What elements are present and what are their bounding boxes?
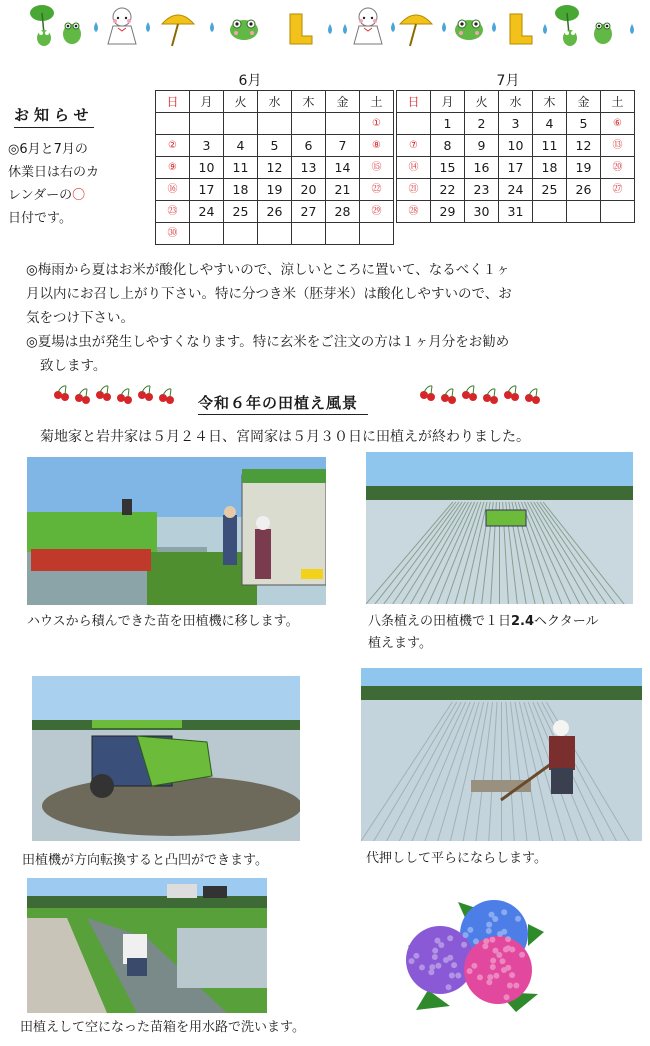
calendar-weekday: 月 [431, 91, 465, 113]
cherry-icon [462, 391, 470, 399]
cherry-icon [441, 394, 449, 402]
raindrop-icon [328, 24, 332, 34]
calendar-holiday: ⑨ [156, 157, 190, 179]
cherry-icon [145, 393, 153, 401]
cherry-icon [103, 393, 111, 401]
calendar-holiday: ㉑ [397, 179, 431, 201]
calendar-day: 18 [224, 179, 258, 201]
calendar-holiday: ⑦ [397, 135, 431, 157]
raindrop-icon [210, 22, 214, 32]
calendar-weekday: 日 [397, 91, 431, 113]
calendar-day: 22 [431, 179, 465, 201]
calendar-day: 10 [190, 157, 224, 179]
calendar-day [567, 201, 601, 223]
calendar-day [326, 223, 360, 245]
hydrangea-floret [413, 953, 419, 959]
paragraph-line: ◎夏場は虫が発生しやすくなります。特に玄米をご注文の方は１ヶ月分をお勧め [26, 334, 510, 350]
calendar-day [258, 223, 292, 245]
cherry-icon [483, 394, 491, 402]
red-circle-mark: 〇 [72, 188, 86, 203]
hydrangea-floret [473, 938, 479, 944]
calendar-holiday: ㉚ [156, 223, 190, 245]
hydrangea-floret [429, 964, 435, 970]
calendar-day [292, 113, 326, 135]
calendar-weekday: 月 [190, 91, 224, 113]
calendar-day [601, 201, 635, 223]
calendar-day [190, 223, 224, 245]
rainy-season-border [0, 0, 650, 60]
calendar-holiday: ⑬ [601, 135, 635, 157]
frog-icon [455, 20, 483, 40]
calendar-holiday: ⑳ [601, 157, 635, 179]
notice-line: ◎6月と7月の [8, 142, 88, 157]
calendar-weekday: 金 [326, 91, 360, 113]
calendar-day: 21 [326, 179, 360, 201]
calendar-day: 25 [224, 201, 258, 223]
caption-seedling-transfer: ハウスから積んできた苗を田植機に移します。 [27, 614, 299, 629]
cherry-icon [166, 396, 174, 404]
cherry-icon [82, 396, 90, 404]
calendar-day [360, 223, 394, 245]
cherry-icon [469, 393, 477, 401]
june-calendar [155, 90, 394, 245]
calendar-day: 19 [258, 179, 292, 201]
calendar-day: 12 [258, 157, 292, 179]
calendar-day: 5 [567, 113, 601, 135]
cherry-decoration-left [52, 384, 182, 406]
notice-text [8, 138, 138, 230]
calendar-day: 3 [499, 113, 533, 135]
hydrangea-floret [435, 963, 441, 969]
hydrangea-floret [509, 972, 515, 978]
hydrangea-floret [446, 984, 452, 990]
cherry-icon [511, 393, 519, 401]
raindrop-icon [94, 22, 98, 32]
calendar-day: 5 [258, 135, 292, 157]
hydrangea-floret [455, 972, 461, 978]
hydrangea-floret [477, 974, 483, 980]
hydrangea-floret [507, 982, 513, 988]
hydrangea-floret [419, 964, 425, 970]
notice-line: 日付です。 [8, 211, 72, 226]
photo-leveling [361, 668, 642, 841]
hydrangea-floret [505, 945, 511, 951]
frog-umbrella-icon [555, 5, 579, 46]
cherry-icon [504, 391, 512, 399]
paragraph-line: 月以内にお召し上がり下さい。特に分つき米（胚芽米）は酸化しやすいので、お [26, 286, 512, 302]
calendar-weekday: 日 [156, 91, 190, 113]
calendar-holiday: ㉙ [360, 201, 394, 223]
calendar-day [224, 113, 258, 135]
calendar-day: 11 [224, 157, 258, 179]
caption-eight-row-planter: 八条植えの田植機で１日2.4ヘクタール 植えます。 [368, 614, 599, 651]
cherry-icon [448, 396, 456, 404]
hydrangea-floret [449, 972, 455, 978]
calendar-day: 14 [326, 157, 360, 179]
hydrangea-floret [482, 943, 488, 949]
frog-icon [230, 20, 258, 40]
calendar-day: 1 [431, 113, 465, 135]
teru-teru-bozu-icon [108, 8, 136, 44]
calendar-day: 15 [431, 157, 465, 179]
paragraph-line: 気をつけ下さい。 [26, 310, 134, 326]
calendar-day [533, 201, 567, 223]
june-calendar-title: 6月 [238, 73, 262, 89]
hydrangea-floret [447, 955, 453, 961]
hydrangea-floret [428, 969, 434, 975]
cherry-icon [138, 391, 146, 399]
notice-title: お知らせ [14, 104, 94, 128]
calendar-holiday: ㉗ [601, 179, 635, 201]
raindrop-icon [492, 22, 496, 32]
hydrangea-floret [486, 979, 492, 985]
hydrangea-floret [435, 938, 441, 944]
calendar-day: 26 [258, 201, 292, 223]
calendar-day: 12 [567, 135, 601, 157]
calendar-weekday: 木 [533, 91, 567, 113]
calendar-day: 25 [533, 179, 567, 201]
calendar-day: 20 [292, 179, 326, 201]
section-intro: 菊地家と岩井家は５月２４日、宮岡家は５月３０日に田植えが終わりました。 [40, 429, 530, 445]
photo-washing-boxes [27, 878, 267, 1013]
calendar-day: 29 [431, 201, 465, 223]
calendar-holiday: ⑧ [360, 135, 394, 157]
hydrangea-floret [486, 922, 492, 928]
calendar-weekday: 火 [224, 91, 258, 113]
photo-seedling-transfer [27, 457, 326, 605]
umbrella-icon [162, 15, 194, 46]
calendar-day: 11 [533, 135, 567, 157]
calendar-day: 4 [533, 113, 567, 135]
boot-icon [510, 14, 532, 44]
cherry-icon [54, 386, 174, 404]
cherry-icon [75, 394, 83, 402]
hectare-value: 2.4 [511, 614, 535, 629]
hydrangea-floret [489, 937, 495, 943]
calendar-holiday: ⑯ [156, 179, 190, 201]
cherry-icon [159, 394, 167, 402]
calendar-day: 7 [326, 135, 360, 157]
calendar-holiday: ① [360, 113, 394, 135]
cherry-icon [61, 393, 69, 401]
hydrangea-floret [471, 963, 477, 969]
july-calendar [396, 90, 635, 223]
calendar-day: 18 [533, 157, 567, 179]
frog-icon [594, 23, 612, 44]
caption-washing-boxes: 田植えして空になった苗箱を用水路で洗います。 [20, 1020, 305, 1035]
hydrangea-floret [505, 936, 511, 942]
calendar-day: 17 [190, 179, 224, 201]
hydrangea-floret [483, 938, 489, 944]
cherry-icon [96, 391, 104, 399]
hydrangea-floret [409, 958, 415, 964]
calendar-day: 26 [567, 179, 601, 201]
hydrangea-floret [467, 927, 473, 933]
calendar-day: 17 [499, 157, 533, 179]
calendar-day: 13 [292, 157, 326, 179]
teru-teru-bozu-icon [354, 8, 382, 44]
calendar-holiday: ㉒ [360, 179, 394, 201]
calendar-weekday: 水 [499, 91, 533, 113]
calendar-holiday: ⑭ [397, 157, 431, 179]
cherry-icon [124, 396, 132, 404]
calendar-day: 10 [499, 135, 533, 157]
calendar-holiday: ② [156, 135, 190, 157]
storage-notice [26, 258, 640, 378]
calendar-day [292, 223, 326, 245]
cherry-icon [117, 394, 125, 402]
hydrangea-floret [432, 954, 438, 960]
hydrangea-floret [487, 974, 493, 980]
calendar-day [397, 113, 431, 135]
hydrangea-floret [493, 948, 499, 954]
hydrangea-floret [489, 912, 495, 918]
hydrangea-floret [513, 982, 519, 988]
raindrop-icon [343, 24, 347, 34]
cherry-icon [54, 391, 62, 399]
calendar-weekday: 金 [567, 91, 601, 113]
calendar-holiday: ⑥ [601, 113, 635, 135]
calendar-day: 24 [499, 179, 533, 201]
hydrangea-floret [486, 928, 492, 934]
calendar-day: 9 [465, 135, 499, 157]
raindrop-icon [543, 24, 547, 34]
hydrangea-floret [500, 958, 506, 964]
caption-planter-turning: 田植機が方向転換すると凸凹ができます。 [22, 853, 268, 868]
calendar-day: 24 [190, 201, 224, 223]
hydrangea-floret [515, 916, 521, 922]
calendar-day: 8 [431, 135, 465, 157]
calendar-weekday: 土 [601, 91, 635, 113]
calendar-day: 16 [465, 157, 499, 179]
boot-icon [290, 14, 312, 44]
july-calendar-title: 7月 [496, 73, 520, 89]
cherry-icon [490, 396, 498, 404]
frog-umbrella-icon [30, 5, 54, 46]
calendar-holiday: ⑮ [360, 157, 394, 179]
paragraph-line: 致します。 [40, 358, 107, 374]
calendar-weekday: 土 [360, 91, 394, 113]
calendar-day [258, 113, 292, 135]
raindrop-icon [442, 22, 446, 32]
calendar-day [190, 113, 224, 135]
cherry-icon [420, 391, 428, 399]
calendar-day: 31 [499, 201, 533, 223]
hydrangea-floret [501, 909, 507, 915]
calendar-day: 3 [190, 135, 224, 157]
calendar-day [224, 223, 258, 245]
raindrop-icon [630, 24, 634, 34]
hydrangea-floret [504, 994, 510, 1000]
hydrangea-floret [493, 973, 499, 979]
cherry-icon [420, 386, 540, 404]
hydrangea-floret [490, 958, 496, 964]
calendar-holiday: ㉘ [397, 201, 431, 223]
umbrella-icon [400, 15, 432, 46]
photo-planter-turning [32, 676, 300, 841]
hydrangea-floret [490, 964, 496, 970]
calendar-weekday: 水 [258, 91, 292, 113]
hydrangea-floret [505, 965, 511, 971]
caption-leveling: 代押しして平らにならします。 [366, 851, 547, 866]
photo-eight-row-planter [366, 452, 633, 604]
cherry-icon [532, 396, 540, 404]
calendar-day: 6 [292, 135, 326, 157]
notice-line: 休業日は右のカ [8, 165, 100, 180]
hydrangea-floret [501, 929, 507, 935]
calendar-weekday: 木 [292, 91, 326, 113]
hydrangea-icon [388, 894, 548, 1012]
calendar-holiday: ㉓ [156, 201, 190, 223]
calendar-weekday: 火 [465, 91, 499, 113]
paragraph-line: ◎梅雨から夏はお米が酸化しやすいので、涼しいところに置いて、なるべく１ヶ [26, 262, 510, 278]
calendar-day: 30 [465, 201, 499, 223]
calendar-day: 4 [224, 135, 258, 157]
calendar-day: 23 [465, 179, 499, 201]
hydrangea-floret [463, 932, 469, 938]
calendar-day [326, 113, 360, 135]
calendar-day: 27 [292, 201, 326, 223]
calendar-day [156, 113, 190, 135]
hydrangea-floret [447, 935, 453, 941]
hydrangea-floret [519, 952, 525, 958]
calendar-day: 19 [567, 157, 601, 179]
hydrangea-floret [432, 948, 438, 954]
cherry-icon [525, 394, 533, 402]
raindrop-icon [391, 22, 395, 32]
calendar-day: 2 [465, 113, 499, 135]
cherry-icon [427, 393, 435, 401]
frog-icon [63, 23, 81, 44]
hydrangea-floret [451, 962, 457, 968]
raindrop-icon [146, 22, 150, 32]
section-title: 令和６年の田植え風景 [198, 392, 368, 415]
hydrangea-floret [467, 968, 473, 974]
hydrangea-floret [461, 942, 467, 948]
cherry-decoration-right [418, 384, 548, 406]
notice-line: レンダーの〇 [8, 188, 86, 203]
calendar-day: 28 [326, 201, 360, 223]
